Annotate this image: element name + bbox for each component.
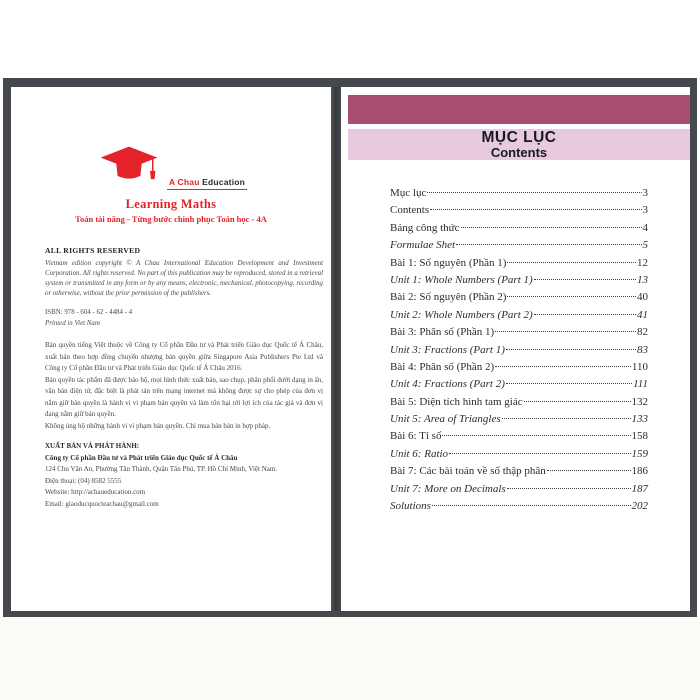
toc-entry-label: Bài 2: Số nguyên (Phần 2) xyxy=(390,291,507,304)
toc-dot-leader xyxy=(502,418,631,419)
book-photo-frame xyxy=(3,78,697,617)
toc-entry-label: Bài 7: Các bài toán về số thập phân xyxy=(390,465,546,478)
toc-dot-leader xyxy=(534,314,636,315)
toc-entry xyxy=(390,413,648,430)
toc-entry xyxy=(390,274,648,291)
contents-title-vi: MỤC LỤC xyxy=(481,129,557,146)
toc-dot-leader xyxy=(506,383,632,384)
toc-entry-label: Unit 1: Whole Numbers (Part 1) xyxy=(390,273,533,286)
toc-entry-label: Bài 3: Phân số (Phần 1) xyxy=(390,326,495,339)
toc-entry-page: 3 xyxy=(642,204,648,217)
toc-entry-label: Formulae Shet xyxy=(390,239,456,252)
graduation-cap-logo-icon xyxy=(95,143,163,185)
toc-entry-label: Bảng công thức xyxy=(390,221,460,234)
toc-entry-label: Contents xyxy=(390,204,430,217)
toc-entry-label: Unit 5: Area of Triangles xyxy=(390,413,501,426)
book-spread xyxy=(11,87,690,611)
toc-entry-page: 5 xyxy=(642,239,648,252)
toc-entry xyxy=(390,326,648,343)
toc-entry xyxy=(390,309,648,326)
toc-entry-page: 186 xyxy=(631,465,648,478)
toc-entry-page: 40 xyxy=(637,291,648,304)
toc-entry-page: 41 xyxy=(637,308,648,321)
toc-dot-leader xyxy=(456,244,641,245)
publisher-address: 124 Chu Văn An, Phường Tân Thành, Quận Tân Phú, TP. Hồ Chí Minh, Việt Nam. xyxy=(45,465,278,473)
publisher-email: Email: giaoducquocteachau@gmail.com xyxy=(45,499,159,508)
imprint-page xyxy=(11,87,331,611)
toc-dot-leader xyxy=(507,296,636,297)
toc-entry-page: 159 xyxy=(631,447,648,460)
toc-entry-page: 202 xyxy=(631,500,648,513)
toc-entry-page: 133 xyxy=(631,413,648,426)
legal-block xyxy=(45,246,323,510)
toc-dot-leader xyxy=(430,209,641,210)
publisher-heading: XUẤT BẢN VÀ PHÁT HÀNH: xyxy=(45,442,140,450)
toc-dot-leader xyxy=(495,366,631,367)
toc-entry xyxy=(390,291,648,308)
copyright-paragraph: Vietnam edition copyright © A Chau International Education Development and Investment Corporation. All rights reserved. No part of this publication may be reproduced, stored in a retrieval system or transmitted in any form or by any means, electronic, mechanical, photocopying, recording or otherwise, without the prior permission of the publishers. xyxy=(45,260,323,297)
legal-vi-paragraph: Bản quyền tác phẩm đã được bảo hộ, mọi hình thức xuất bản, sao chụp, phân phối dưới dạng in ấn, văn bản điện tử, đặc biệt là phát tán trên mạng internet mà không được sự cho phép của đơn vị nắm giữ bản quyền là hành vi vi phạm bản quyền và làm tổn hại tới lợi ích của tác giả và đơn vị đang nắm giữ bản quyền. xyxy=(45,375,323,418)
header-title-bar xyxy=(348,129,690,160)
publisher-name: Công ty Cổ phần Đầu tư và Phát triển Giáo dục Quốc tế Á Châu xyxy=(45,453,238,462)
legal-vi-paragraph: Không ủng hộ những hành vi vi phạm bản quyền. Chỉ mua bán bản in hợp pháp. xyxy=(45,421,271,430)
brand-name-red: A Chau xyxy=(168,177,200,187)
toc-dot-leader xyxy=(507,262,636,263)
toc-entry-page: 187 xyxy=(631,482,648,495)
toc-entry xyxy=(390,222,648,239)
toc-entry-page: 3 xyxy=(642,187,648,199)
book-tagline: Toán tài năng - Từng bước chinh phục Toán học - 4A xyxy=(75,214,267,224)
toc-entry-page: 83 xyxy=(637,343,648,356)
toc-entry xyxy=(390,187,648,204)
background-strip xyxy=(0,617,700,700)
toc-dot-leader xyxy=(432,505,631,506)
printed-in-line: Printed in Viet Nam xyxy=(45,320,100,327)
toc-entry-page: 82 xyxy=(637,326,648,339)
toc-entry xyxy=(390,204,648,221)
toc-entry-page: 132 xyxy=(631,395,648,408)
toc-entry-label: Bài 4: Phân số (Phần 2) xyxy=(390,360,495,373)
toc-entry xyxy=(390,465,648,482)
toc-entry xyxy=(390,257,648,274)
page-fold-seam xyxy=(331,87,341,611)
book-series-title: Learning Maths xyxy=(125,197,217,211)
isbn-line: ISBN: 978 - 604 - 62 - 4484 - 4 xyxy=(45,309,133,316)
toc-entry-label: Mục lục xyxy=(390,187,427,199)
brand-name xyxy=(167,177,247,190)
toc-entry xyxy=(390,344,648,361)
brand-name-dark: Education xyxy=(202,177,246,187)
toc-entry xyxy=(390,483,648,500)
toc-entry xyxy=(390,448,648,465)
toc-dot-leader xyxy=(495,331,636,332)
toc-entry-label: Unit 6: Ratio xyxy=(390,447,449,460)
toc-entry-page: 12 xyxy=(637,256,648,269)
toc-dot-leader xyxy=(442,435,630,436)
publisher-phone: Điện thoại: (04) 8582 5555 xyxy=(45,476,122,485)
toc-entry-label: Bài 6: Tỉ số xyxy=(390,430,442,443)
toc-entry-label: Bài 1: Số nguyên (Phần 1) xyxy=(390,256,507,269)
toc-entry xyxy=(390,378,648,395)
toc-entry-page: 110 xyxy=(631,360,648,373)
toc-entry xyxy=(390,500,648,517)
toc-dot-leader xyxy=(534,279,636,280)
publisher-website: Website: http://achaueducation.com xyxy=(45,488,146,496)
contents-title-en: Contents xyxy=(490,145,548,160)
toc-entry-label: Unit 7: More on Decimals xyxy=(390,482,506,495)
publisher-block xyxy=(45,441,323,510)
header-accent-bar xyxy=(348,95,690,124)
legal-vi-paragraph: Bản quyền tiếng Việt thuộc về Công ty Cổ phần Đầu tư và Phát triển Giáo dục Quốc tế Á Châu, xuất bản theo hợp đồng chuyển nhượng bản quyền giữa Singapore Asia Publishers Pte Ltd và Công ty Cổ phần Đầu tư và Phát triển Giáo dục Quốc tế Á Châu 2016. xyxy=(45,341,323,372)
toc-dot-leader xyxy=(427,192,641,193)
toc-dot-leader xyxy=(507,488,631,489)
toc-entry xyxy=(390,239,648,256)
toc-dot-leader xyxy=(547,470,631,471)
toc-entry-label: Bài 5: Diện tích hình tam giác xyxy=(390,395,523,408)
toc-entry-page: 13 xyxy=(637,273,648,286)
toc-list xyxy=(390,187,648,517)
toc-dot-leader xyxy=(506,349,636,350)
contents-page xyxy=(341,87,690,611)
toc-entry xyxy=(390,361,648,378)
toc-entry-label: Unit 3: Fractions (Part 1) xyxy=(390,343,505,356)
toc-entry xyxy=(390,396,648,413)
toc-entry-label: Unit 4: Fractions (Part 2) xyxy=(390,378,505,391)
toc-entry-label: Unit 2: Whole Numbers (Part 2) xyxy=(390,308,533,321)
toc-entry-page: 4 xyxy=(642,221,648,234)
toc-entry-page: 158 xyxy=(631,430,648,443)
toc-entry-label: Solutions xyxy=(390,500,431,513)
rights-heading: ALL RIGHTS RESERVED xyxy=(45,246,141,255)
toc-dot-leader xyxy=(524,401,631,402)
toc-entry-page: 111 xyxy=(633,378,648,391)
vietnamese-legal-text xyxy=(45,340,323,432)
toc-entry xyxy=(390,430,648,447)
toc-dot-leader xyxy=(461,227,642,228)
toc-dot-leader xyxy=(449,453,630,454)
